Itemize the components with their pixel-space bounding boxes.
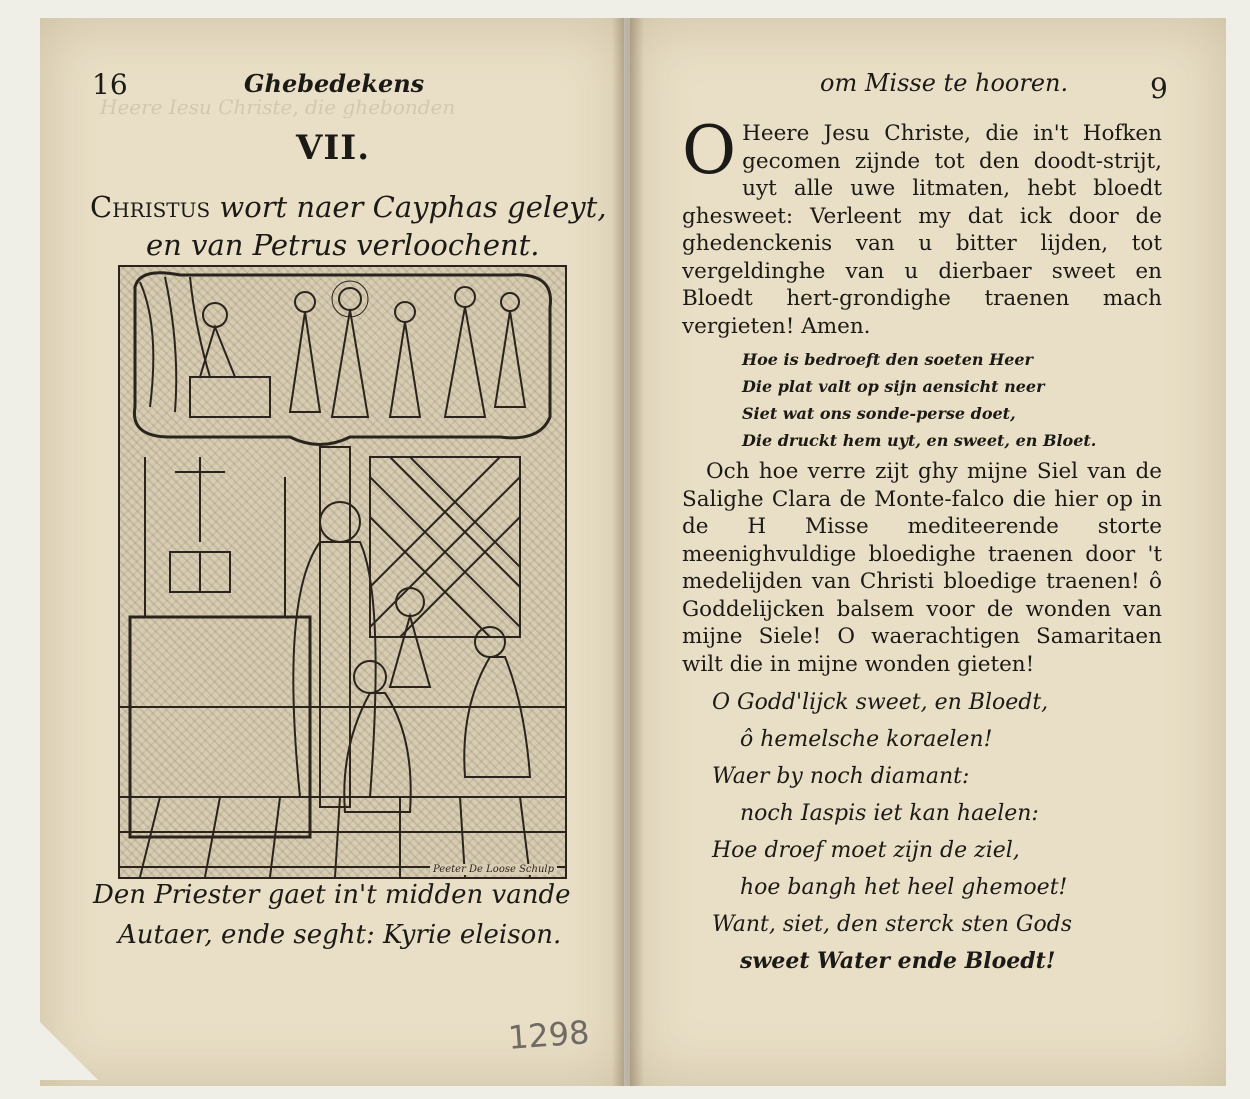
verse-line: ô hemelsche koraelen! [740,727,993,752]
bleed-through-text: Heere Iesu Christe, die ghebonden [100,95,456,119]
verse-line: hoe bangh het heel ghemoet! [740,875,1068,900]
prayer-text: Heere Jesu Christe, die in't Hofken gecomen zijnde tot den doodt-strijt, uyt alle uwe litmaten, hebt bloedt ghesweet: Verleent my dat ick door de ghedenckenis van u bitter lijden, tot vergeldinghe van u dierbaer sweet en Bloedt hert-grondighe traenen mach vergieten! Amen. [682,121,1162,339]
verse-line: Hoe is bedroeft den soeten Heer [742,350,1033,369]
right-page-body [682,112,1162,980]
engraving-drawing [120,267,565,877]
chapter-numeral: VII. [296,128,371,168]
meditation-paragraph: Och hoe verre zijt ghy mijne Siel van de Salighe Clara de Monte-falco die hier op in de H Misse mediteerende storte meenighvuldige bloedighe traenen door 't medelijden van Christi bloedige traenen! ô Goddelijcken balsem voor de wonden van mijne Siele! O waerachtigen Samaritaen wilt die in mijne wonden gieten! [682,459,1162,677]
chapter-title-caps: Christus [90,190,211,224]
verse-1 [742,346,1162,454]
handwritten-catalog-number: 1298 [506,1013,591,1057]
verse-line: Die plat valt op sijn aensicht neer [742,377,1045,396]
engraver-signature: Peeter De Loose Schulp [430,864,557,875]
book-gutter [612,18,644,1086]
verse-2 [712,684,1162,980]
verse-line: Waer by noch diamant: [712,764,970,789]
left-page-number: 16 [92,68,128,101]
verse-line: Want, siet, den sterck sten Gods [712,912,1073,937]
caption-line-1: Den Priester gaet in't midden vande [93,880,571,910]
verse-line: noch Iaspis iet kan haelen: [740,801,1039,826]
chapter-title-rest: wort naer Cayphas geleyt, [210,190,607,224]
verse-line: Die druckt hem uyt, en sweet, en Bloet. [742,431,1097,450]
prayer-paragraph [682,112,1162,340]
right-running-head: om Misse te hooren. [820,69,1069,97]
chapter-title-line-2: en van Petrus verloochent. [146,228,540,262]
chapter-title-line-1 [90,190,607,224]
engraving-illustration [118,265,567,879]
verse-line: Hoe droef moet zijn de ziel, [712,838,1020,863]
verse-line: sweet Water ende Bloedt! [740,948,1056,974]
left-running-head: Ghebedekens [244,69,425,98]
caption-line-2: Autaer, ende seght: Kyrie eleison. [118,920,562,950]
verse-line: O Godd'lijck sweet, en Bloedt, [712,690,1049,715]
verse-line: Siet wat ons sonde-perse doet, [742,404,1016,423]
right-page-number: 9 [1150,72,1168,105]
drop-cap: O [682,112,737,189]
